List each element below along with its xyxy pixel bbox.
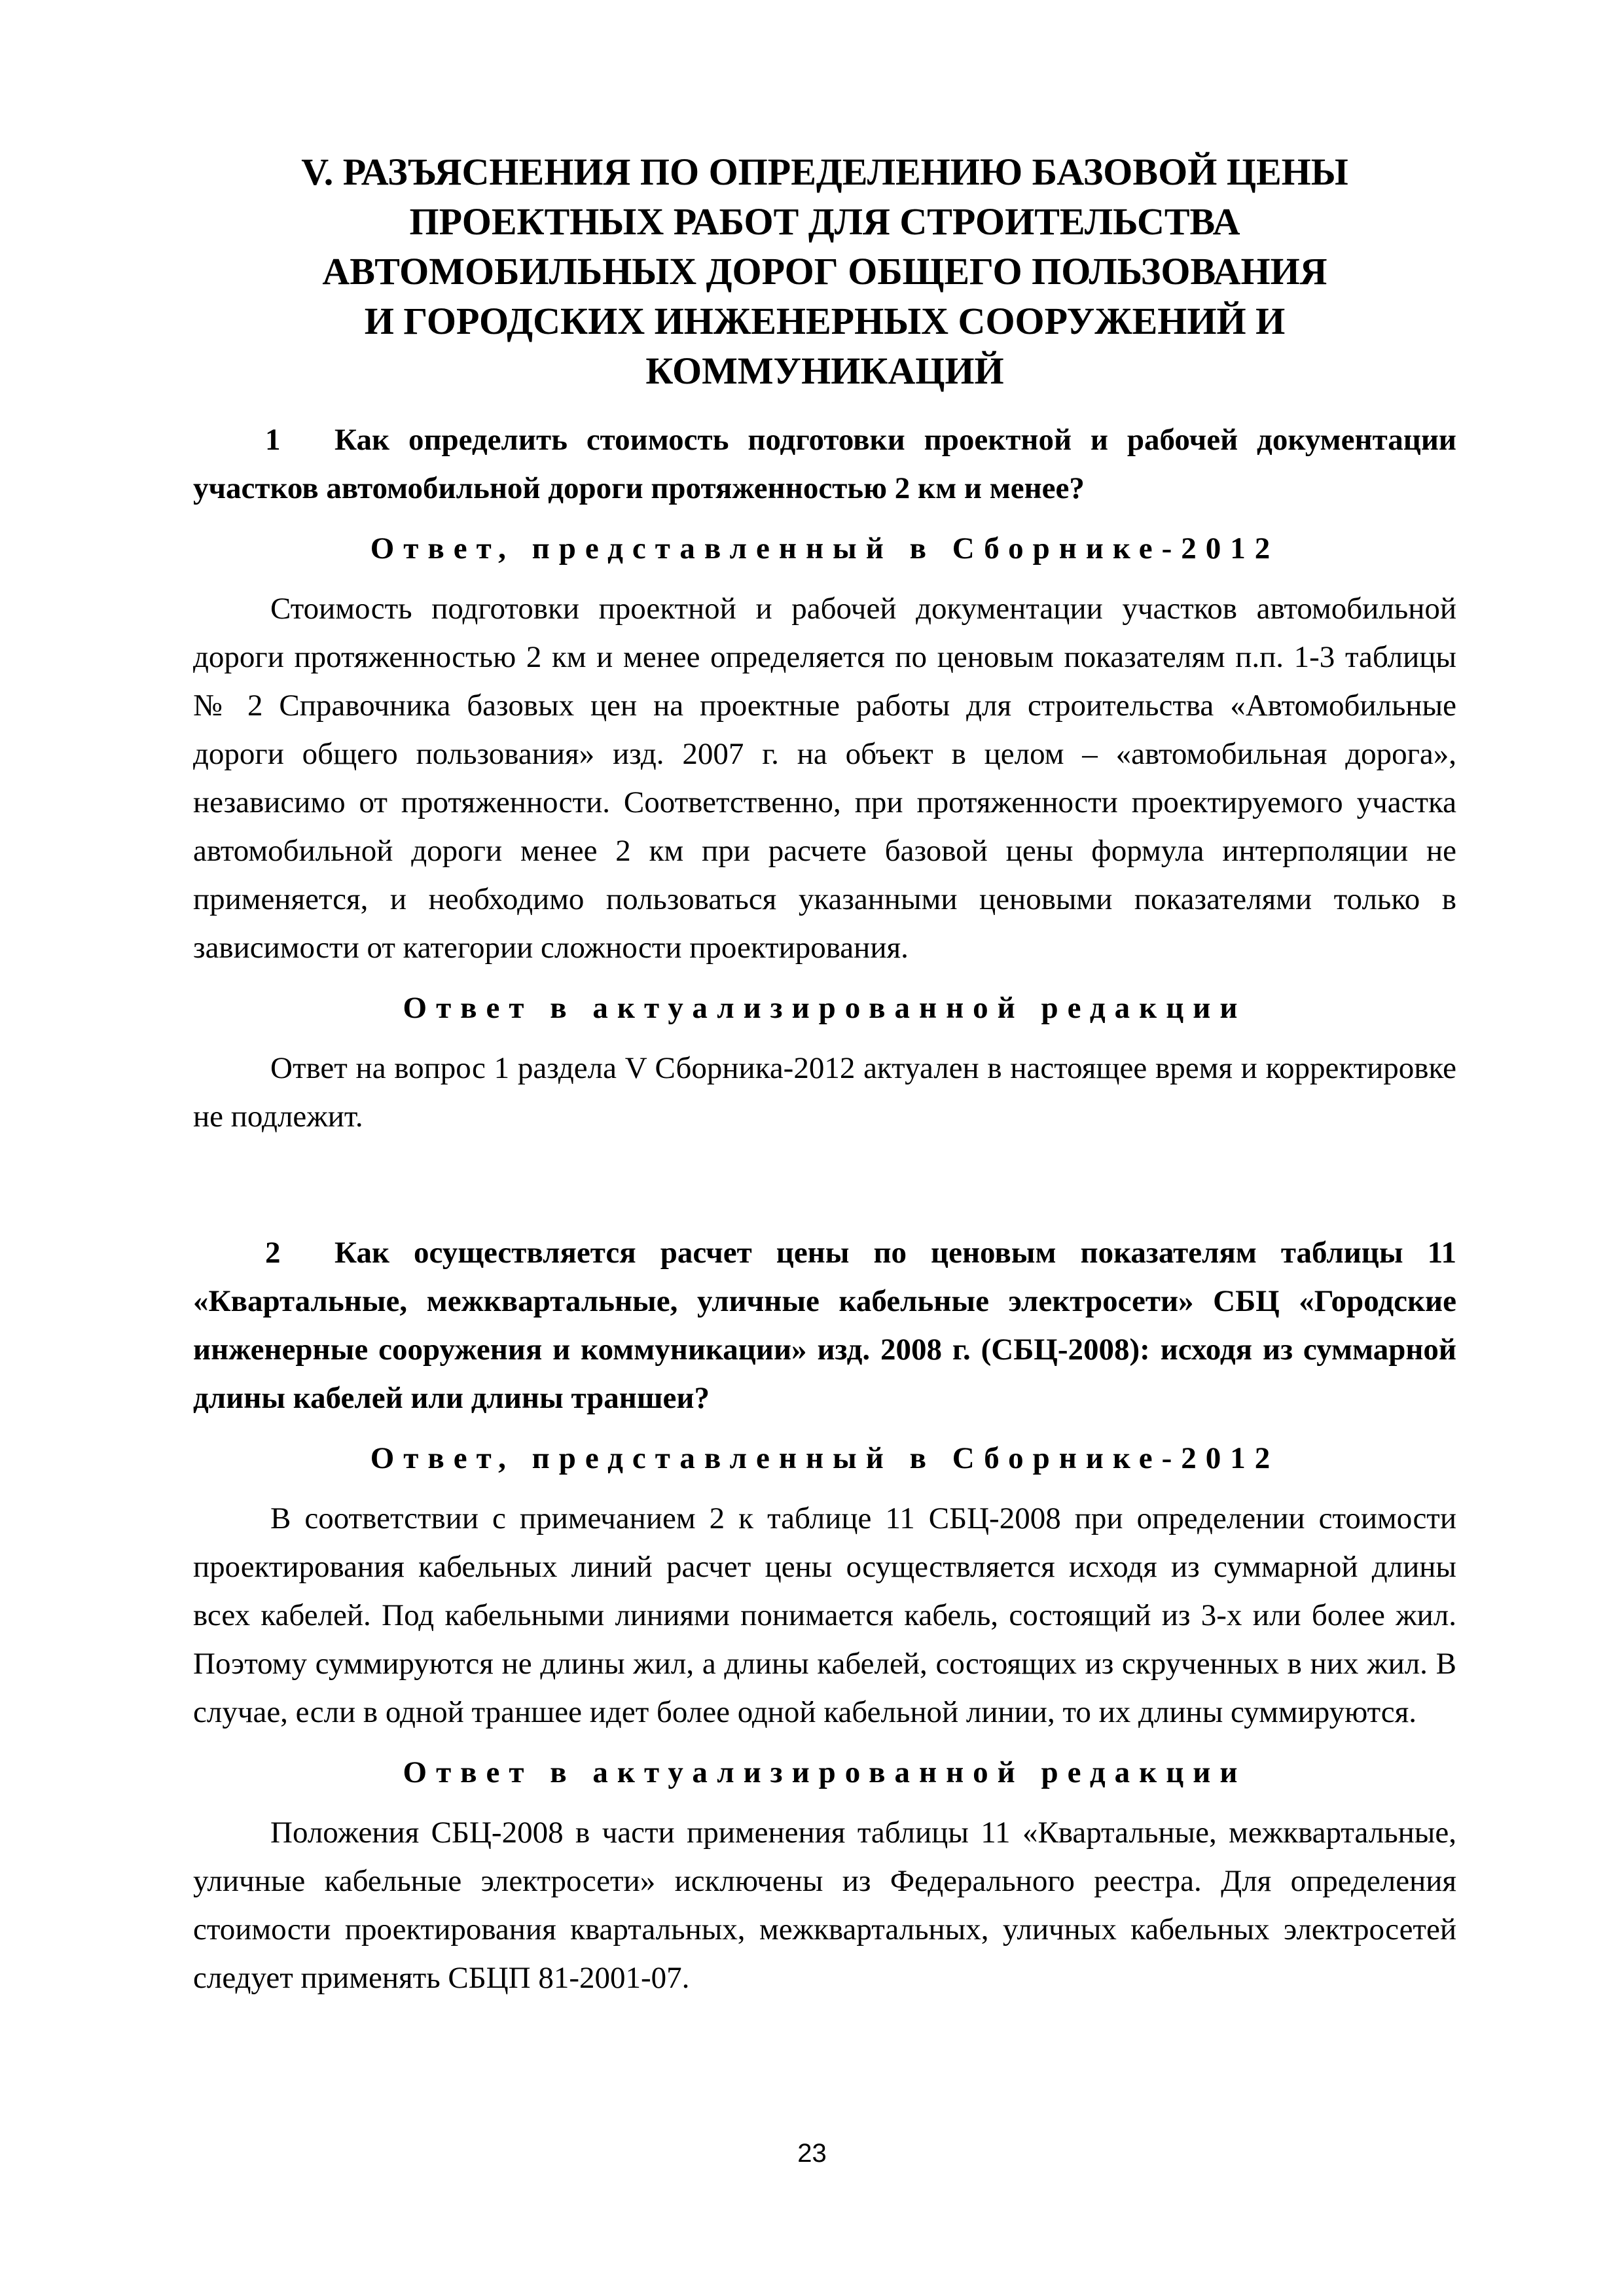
section-title-line: КОММУНИКАЦИЙ — [645, 350, 1004, 392]
section-title-line: ПРОЕКТНЫХ РАБОТ ДЛЯ СТРОИТЕЛЬСТВА — [409, 200, 1240, 243]
section-title-line: И ГОРОДСКИХ ИНЖЕНЕРНЫХ СООРУЖЕНИЙ И — [364, 300, 1286, 342]
question-text: Как осуществляется расчет цены по ценовым показателям таблицы 11 «Квартальные, межквартальные, уличные кабельные электросети» СБЦ «Городские инженерные сооружения и коммуникации» изд. 2008 г. (СБЦ-2008): исходя из суммарной длины кабелей или длины траншеи? — [193, 1236, 1456, 1415]
question-2 — [193, 1229, 1456, 1422]
answer-2012-text: В соответствии с примечанием 2 к таблице 11 СБЦ-2008 при определении стоимости проектирования кабельных линий расчет цены осуществляется исходя из суммарной длины всех кабелей. Под кабельными линиями понимается кабель, состоящий из 3-х или более жил. Поэтому суммируются не длины жил, а длины кабелей, состоящих из скрученных в них жил. В случае, если в одной траншее идет более одной кабельной линии, то их длины суммируются. — [193, 1501, 1456, 1729]
answer-updated-heading: Ответ в актуализированной редакции — [403, 1755, 1247, 1789]
answer-updated-heading: Ответ в актуализированной редакции — [403, 991, 1247, 1025]
document-page — [193, 147, 1456, 2002]
question-number: 2 — [265, 1236, 281, 1270]
section-title-line: V. РАЗЪЯСНЕНИЯ ПО ОПРЕДЕЛЕНИЮ БАЗОВОЙ ЦЕНЫ — [301, 151, 1348, 193]
answer-2012-heading: Ответ, представленный в Сборнике-2012 — [370, 531, 1280, 565]
question-text: Как определить стоимость подготовки проектной и рабочей документации участков автомобильной дороги протяженностью 2 км и менее? — [193, 423, 1456, 505]
section-title-line: АВТОМОБИЛЬНЫХ ДОРОГ ОБЩЕГО ПОЛЬЗОВАНИЯ — [322, 250, 1327, 293]
answer-2012-text: Стоимость подготовки проектной и рабочей документации участков автомобильной дороги протяженностью 2 км и менее определяется по ценовым показателям п.п. 1-3 таблицы № 2 Справочника базовых цен на проектные работы для строительства «Автомобильные дороги общего пользования» изд. 2007 г. на объект в целом – «автомобильная дорога», независимо от протяженности. Соответственно, при протяженности проектируемого участка автомобильной дороги менее 2 км при расчете базовой цены формула интерполяции не применяется, и необходимо пользоваться указанными ценовыми показателями только в зависимости от категории сложности проектирования. — [193, 592, 1456, 965]
answer-updated-text: Положения СБЦ-2008 в части применения таблицы 11 «Квартальные, межквартальные, уличные кабельные электросети» исключены из Федерального реестра. Для определения стоимости проектирования квартальных, межквартальных, уличных кабельных электросетей следует применять СБЦП 81-2001-07. — [193, 1816, 1456, 1995]
answer-2012-heading: Ответ, представленный в Сборнике-2012 — [370, 1441, 1280, 1475]
section-title — [193, 147, 1456, 396]
question-number: 1 — [265, 423, 281, 457]
question-1 — [193, 416, 1456, 512]
page-number: 23 — [797, 2139, 827, 2168]
answer-updated-text: Ответ на вопрос 1 раздела V Сборника-2012 актуален в настоящее время и корректировке не подлежит. — [193, 1051, 1456, 1134]
